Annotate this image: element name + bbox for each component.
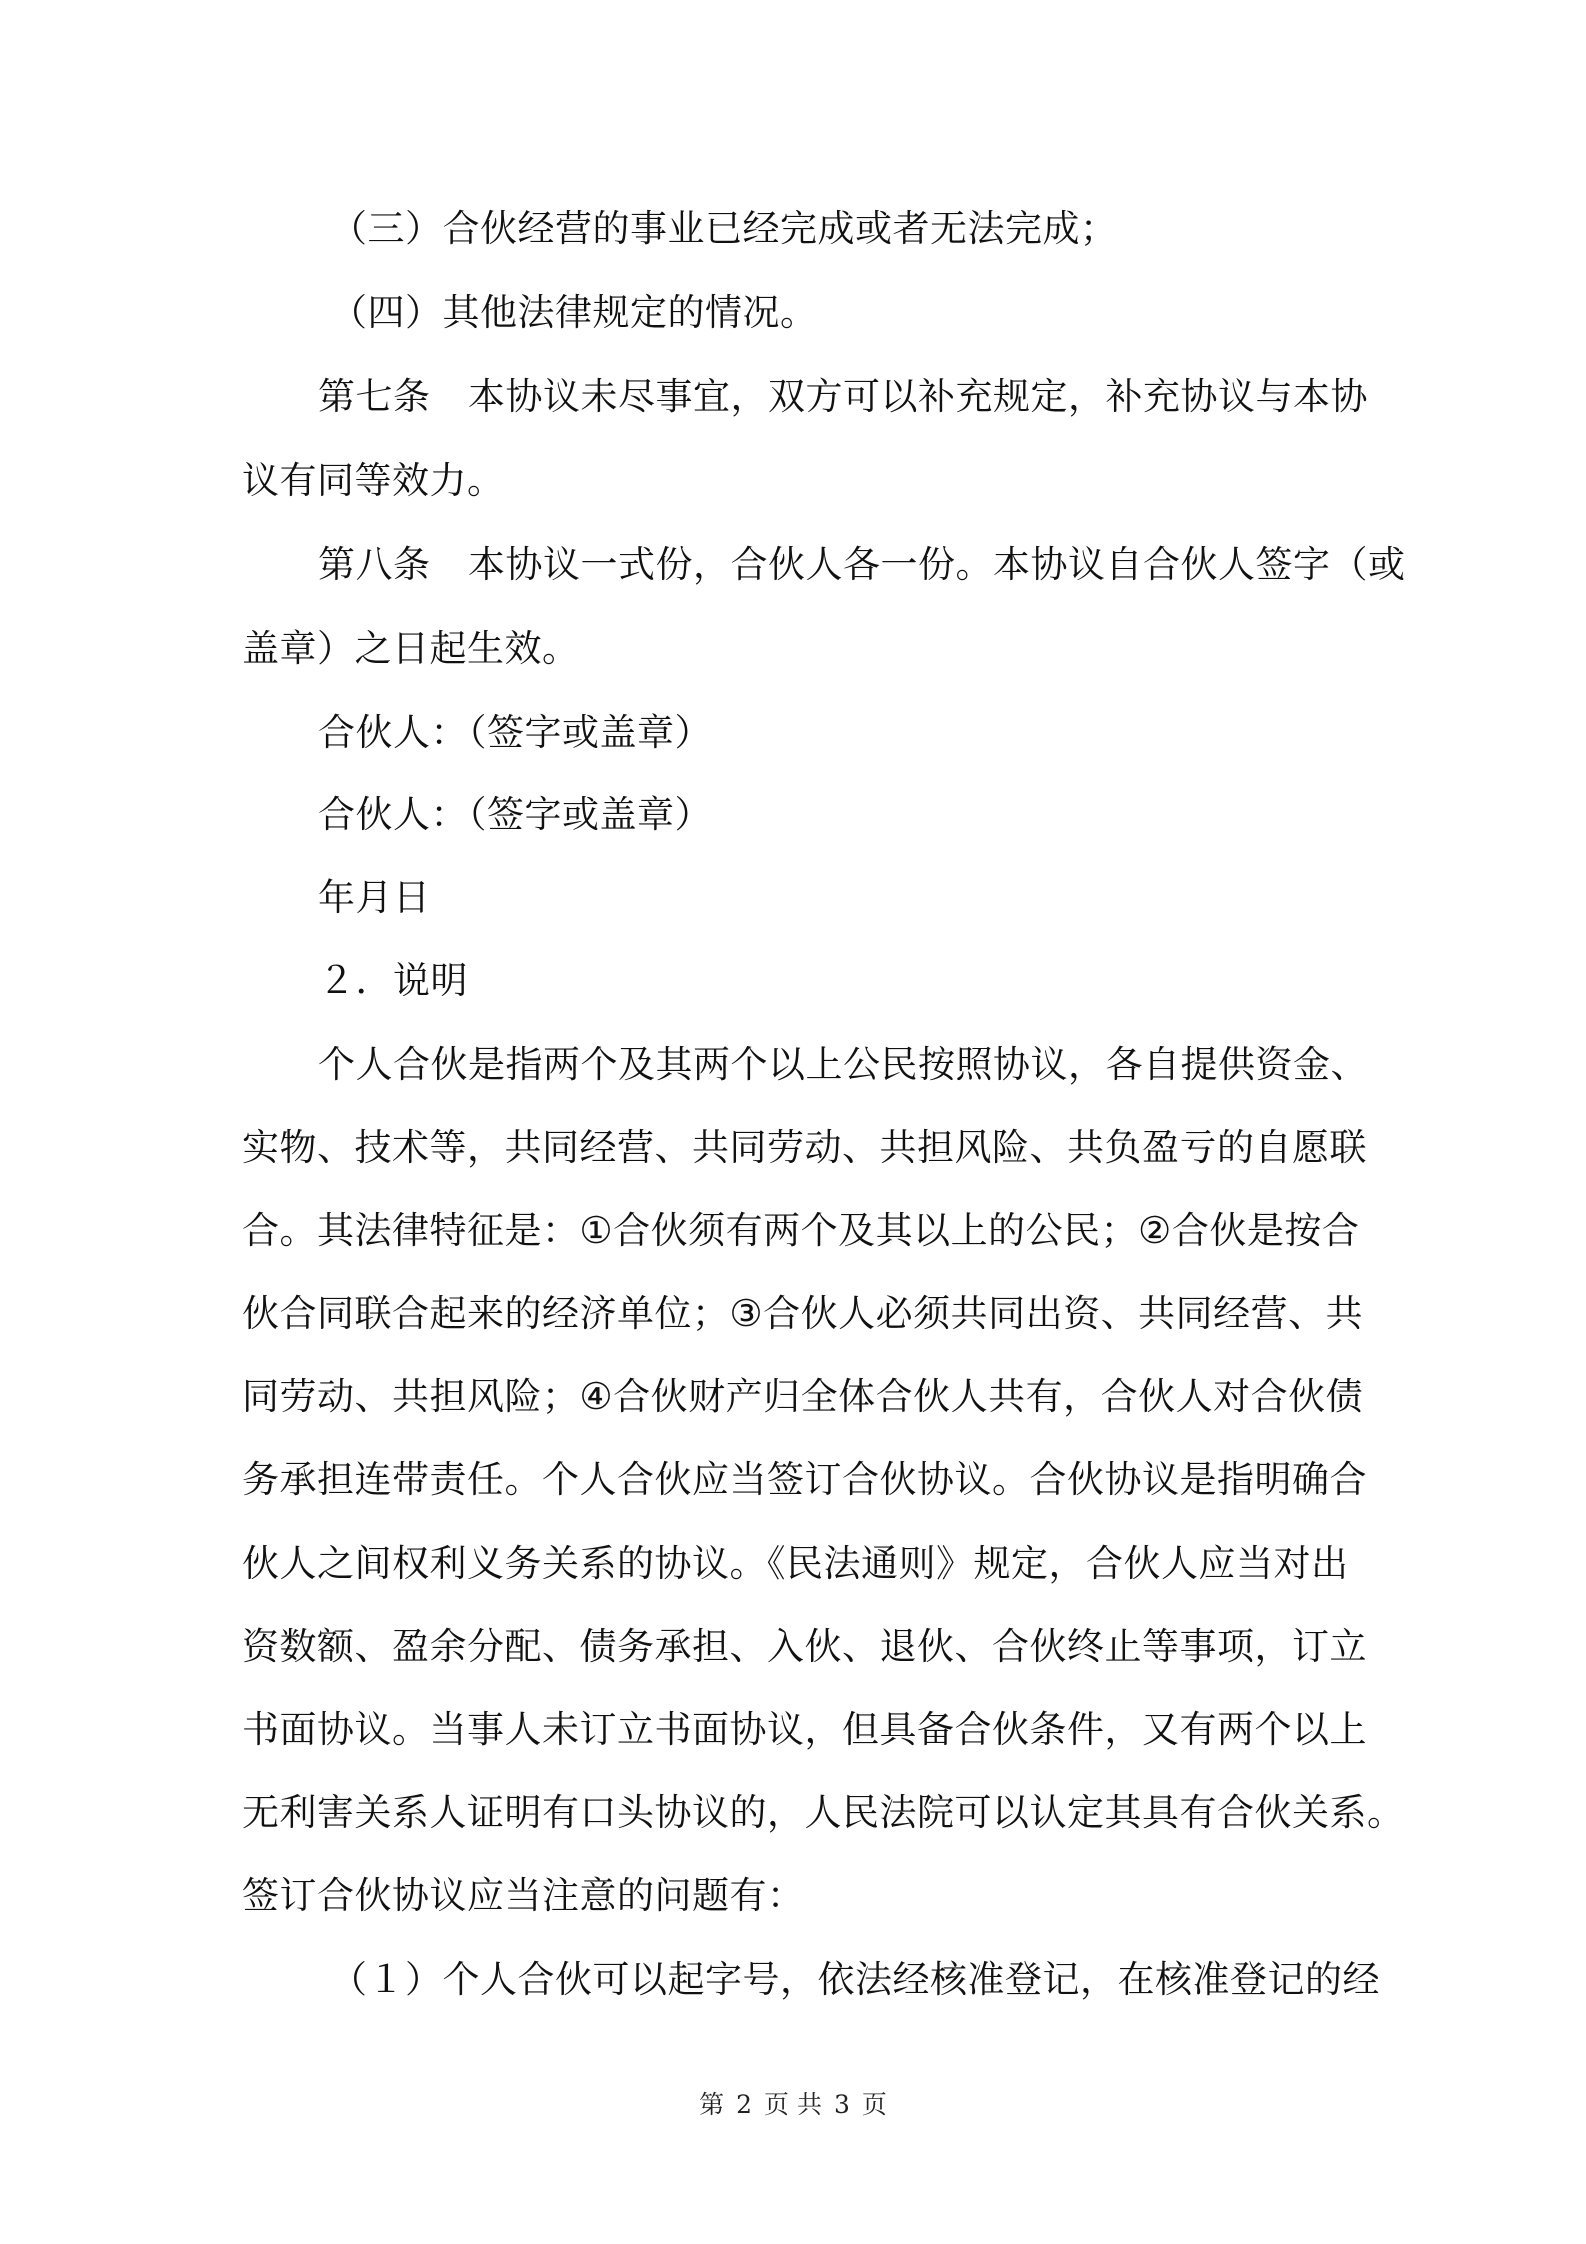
signature-line-partner-1: 合伙人：（签字或盖章） [318, 711, 712, 754]
text-line-article-7: 第七条 本协议未尽事宜，双方可以补充规定，补充协议与本协 [318, 375, 1368, 418]
footer-current-page: 2 [736, 2090, 753, 2119]
footer-total-pages: 3 [833, 2090, 850, 2119]
paragraph-line: 务承担连带责任。个人合伙应当签订合伙协议。合伙协议是指明确合 [242, 1458, 1367, 1501]
date-line: 年月日 [318, 876, 431, 919]
paragraph-line: 书面协议。当事人未订立书面协议，但具备合伙条件，又有两个以上 [242, 1708, 1367, 1751]
paragraph-line: 伙人之间权利义务关系的协议。《民法通则》规定，合伙人应当对出 [242, 1542, 1349, 1585]
text-line-article-8-cont: 盖章）之日起生效。 [242, 627, 580, 670]
paragraph-line: 伙合同联合起来的经济单位；③合伙人必须共同出资、共同经营、共 [242, 1292, 1364, 1335]
paragraph-line: 同劳动、共担风险；④合伙财产归全体合伙人共有，合伙人对合伙债 [242, 1375, 1364, 1418]
paragraph-line: 实物、技术等，共同经营、共同劳动、共担风险、共负盈亏的自愿联 [242, 1126, 1367, 1169]
list-item-line: （１）个人合伙可以起字号，依法经核准登记，在核准登记的经 [330, 1958, 1380, 2001]
paragraph-line: 个人合伙是指两个及其两个以上公民按照协议，各自提供资金、 [318, 1043, 1368, 1086]
footer-suffix: 页 [861, 2090, 887, 2119]
text-line-item-3: （三）合伙经营的事业已经完成或者无法完成； [330, 207, 1118, 250]
paragraph-line: 签订合伙协议应当注意的问题有： [242, 1874, 805, 1917]
paragraph-line: 无利害关系人证明有口头协议的，人民法院可以认定其具有合伙关系。 [242, 1791, 1405, 1834]
text-line-item-4: （四）其他法律规定的情况。 [330, 291, 818, 334]
signature-line-partner-2: 合伙人：（签字或盖章） [318, 793, 712, 836]
paragraph-line: 资数额、盈余分配、债务承担、入伙、退伙、合伙终止等事项，订立 [242, 1625, 1367, 1668]
text-line-article-7-cont: 议有同等效力。 [242, 459, 505, 502]
text-line-article-8: 第八条 本协议一式份，合伙人各一份。本协议自合伙人签字（或 [318, 543, 1406, 586]
footer-prefix: 第 [699, 2090, 725, 2119]
section-heading-explanation: ２．说明 [318, 959, 468, 1002]
footer-middle: 页 共 [764, 2090, 822, 2119]
page-footer [0, 2088, 1586, 2122]
paragraph-line: 合。其法律特征是：①合伙须有两个及其以上的公民；②合伙是按合 [242, 1209, 1360, 1252]
